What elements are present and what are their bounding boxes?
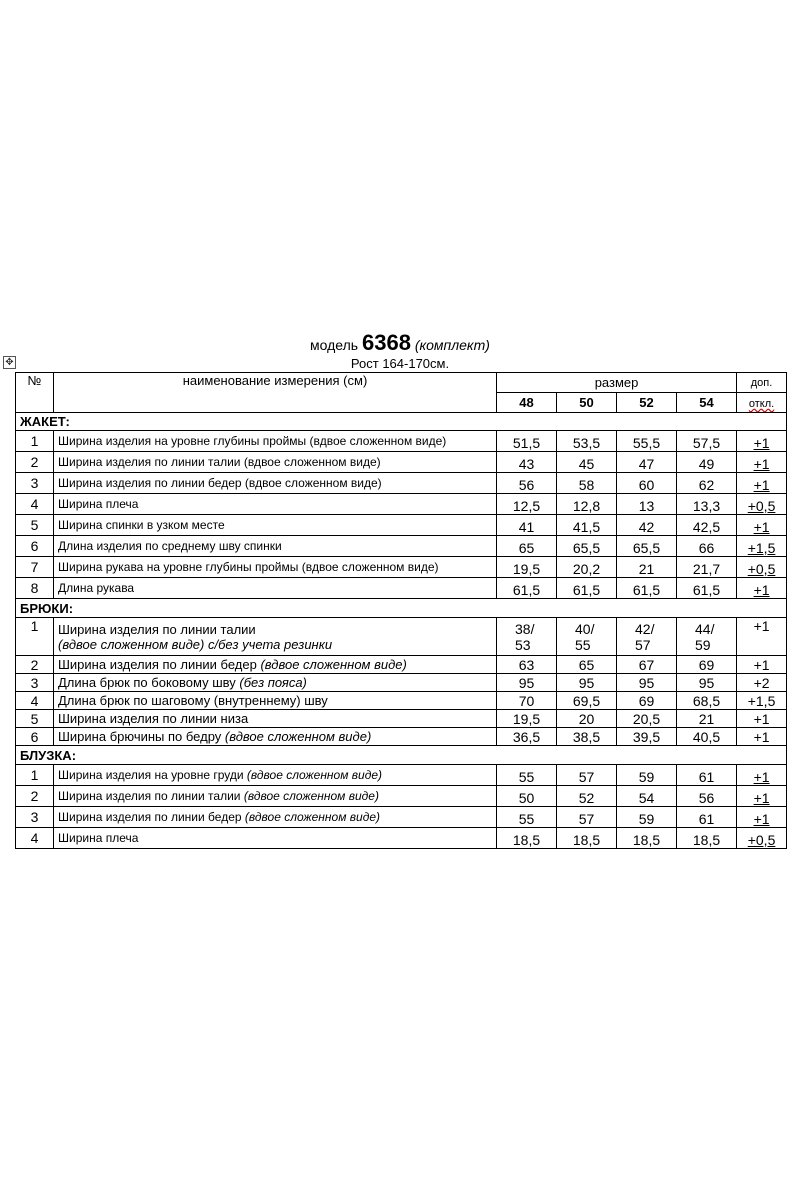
size-value: 95: [617, 674, 677, 692]
measurement-name: [54, 618, 497, 656]
measurements-table: [15, 372, 787, 849]
measurement-name-text: Длина брюк по шаговому (внутреннему) шву: [58, 693, 328, 708]
measurement-name-note: (вдвое сложенном виде): [260, 657, 407, 672]
row-number: 4: [16, 692, 54, 710]
table-row: [16, 515, 787, 536]
tolerance-value: +1: [753, 519, 770, 535]
measurement-name-text: Ширина изделия по линии бедер: [58, 657, 257, 672]
tolerance-cell: [737, 765, 787, 786]
size-value: [557, 618, 617, 656]
tolerance-cell: [737, 828, 787, 849]
size-value: 66: [677, 536, 737, 557]
measurement-name-text: Длина брюк по боковому шву: [58, 675, 236, 690]
measurement-name-text: Ширина изделия по линии низа: [58, 711, 249, 726]
measurement-name-extra: (вдвое сложенном виде) с/без учета резинки: [58, 636, 333, 652]
size-value: 51,5: [497, 431, 557, 452]
header-row: [16, 373, 787, 393]
height-subtitle: Рост 164-170см.: [350, 356, 450, 371]
row-number: 1: [16, 765, 54, 786]
size-value: [677, 618, 737, 656]
size-value: 19,5: [497, 557, 557, 578]
measurement-name-text: Длина рукава: [58, 581, 135, 595]
tolerance-value: +1: [753, 618, 770, 634]
size-value: 54: [617, 786, 677, 807]
size-value: 65: [497, 536, 557, 557]
size-value-bottom: 57: [635, 636, 651, 653]
measurement-name: [54, 515, 497, 536]
size-value: 61,5: [617, 578, 677, 599]
size-value: 36,5: [497, 728, 557, 746]
size-value: 57: [557, 807, 617, 828]
size-value: 55: [497, 765, 557, 786]
size-value: 41,5: [557, 515, 617, 536]
size-value-bottom: 55: [575, 636, 591, 653]
size-value: 95: [677, 674, 737, 692]
table-row: [16, 431, 787, 452]
size-value-top: 40/: [575, 620, 595, 637]
measurement-name-text: Ширина изделия по линии бедер (вдвое сложенном виде): [58, 476, 382, 490]
row-number: 7: [16, 557, 54, 578]
row-number: 5: [16, 710, 54, 728]
size-value: 42: [617, 515, 677, 536]
size-value: 21: [617, 557, 677, 578]
row-number: 6: [16, 728, 54, 746]
measurement-name-note: (вдвое сложенном виде): [246, 768, 383, 782]
measurement-name-text: Ширина изделия на уровне груди: [58, 768, 244, 782]
measurement-name: [54, 494, 497, 515]
table-row: [16, 536, 787, 557]
model-prefix: модель: [310, 337, 359, 353]
tolerance-cell: [737, 728, 787, 746]
size-value: 12,5: [497, 494, 557, 515]
measurement-name: [54, 710, 497, 728]
size-value: 19,5: [497, 710, 557, 728]
size-value: 61,5: [677, 578, 737, 599]
size-48: 48: [497, 393, 557, 413]
measurement-name: [54, 431, 497, 452]
table-row: [16, 494, 787, 515]
size-value: 95: [557, 674, 617, 692]
tolerance-cell: [737, 578, 787, 599]
row-number: 3: [16, 473, 54, 494]
table-row: [16, 618, 787, 656]
size-54: 54: [677, 393, 737, 413]
size-value: 61,5: [497, 578, 557, 599]
size-value-top: 42/: [635, 620, 655, 637]
measurement-name-text: Ширина изделия на уровне глубины проймы (вдвое сложенном виде): [58, 434, 447, 448]
size-value: 40,5: [677, 728, 737, 746]
col-size-header: размер: [497, 373, 737, 393]
tolerance-value: +1: [753, 811, 770, 827]
measurement-name: [54, 807, 497, 828]
measurement-name-text: Ширина изделия по линии талии (вдвое сложенном виде): [58, 455, 381, 469]
measurement-name: [54, 452, 497, 473]
size-52: 52: [617, 393, 677, 413]
tolerance-value: +0,5: [747, 561, 776, 577]
size-value: 65,5: [557, 536, 617, 557]
size-value: 61: [677, 807, 737, 828]
measurement-name-note: (вдвое сложенном виде): [224, 729, 372, 744]
measurement-name: [54, 828, 497, 849]
size-value: 56: [497, 473, 557, 494]
tolerance-cell: [737, 494, 787, 515]
size-value: 69,5: [557, 692, 617, 710]
size-value: 61: [677, 765, 737, 786]
size-value: 53,5: [557, 431, 617, 452]
size-value: 18,5: [557, 828, 617, 849]
measurement-name-note: (без пояса): [239, 675, 307, 690]
measurement-name-text: Длина изделия по среднему шву спинки: [58, 539, 282, 553]
size-value: 18,5: [497, 828, 557, 849]
tolerance-cell: [737, 557, 787, 578]
tolerance-cell: [737, 674, 787, 692]
table-row: [16, 786, 787, 807]
section-title: БЛУЗКА:: [16, 746, 787, 765]
measurement-name: [54, 473, 497, 494]
tolerance-cell: [737, 618, 787, 656]
row-number: 4: [16, 828, 54, 849]
size-value: 63: [497, 656, 557, 674]
tolerance-value: +1: [753, 728, 770, 745]
tolerance-value: +1: [753, 790, 770, 806]
section-title: БРЮКИ:: [16, 599, 787, 618]
size-value: 49: [677, 452, 737, 473]
size-value: 56: [677, 786, 737, 807]
size-value: 60: [617, 473, 677, 494]
table-row: [16, 807, 787, 828]
size-value: 65,5: [617, 536, 677, 557]
size-value: 12,8: [557, 494, 617, 515]
size-value: 18,5: [677, 828, 737, 849]
size-value: 58: [557, 473, 617, 494]
tolerance-value: +1: [753, 477, 770, 493]
col-tol-header: доп.: [737, 373, 787, 393]
table-row: [16, 452, 787, 473]
col-no-header: №: [16, 373, 54, 413]
size-value: 42,5: [677, 515, 737, 536]
size-value: 59: [617, 765, 677, 786]
size-value: 45: [557, 452, 617, 473]
row-number: 5: [16, 515, 54, 536]
tolerance-value: +1: [753, 710, 770, 727]
section-title: ЖАКЕТ:: [16, 413, 787, 431]
table-row: [16, 728, 787, 746]
tolerance-cell: [737, 786, 787, 807]
tolerance-value: +0,5: [747, 498, 776, 514]
measurement-name-text: Ширина плеча: [58, 497, 139, 511]
tolerance-value: +1,5: [747, 692, 776, 709]
size-value: 39,5: [617, 728, 677, 746]
tolerance-value: +1: [753, 656, 770, 673]
size-value: 65: [557, 656, 617, 674]
size-value: 13,3: [677, 494, 737, 515]
size-value: 62: [677, 473, 737, 494]
tolerance-cell: [737, 807, 787, 828]
size-value: 41: [497, 515, 557, 536]
measurement-name: [54, 557, 497, 578]
row-number: 2: [16, 786, 54, 807]
col-tol-header-bottom: откл.: [748, 398, 775, 410]
measurement-name: [54, 536, 497, 557]
size-value: 13: [617, 494, 677, 515]
measurement-name-note: (вдвое сложенном виде): [243, 789, 379, 803]
table-row: [16, 710, 787, 728]
table-row: [16, 656, 787, 674]
measurement-name: [54, 786, 497, 807]
tolerance-cell: [737, 431, 787, 452]
tolerance-value: +0,5: [747, 832, 776, 848]
measurement-name: [54, 656, 497, 674]
size-value: 20,2: [557, 557, 617, 578]
section-row: [16, 599, 787, 618]
tolerance-value: +2: [753, 674, 770, 691]
size-value-bottom: 59: [695, 636, 711, 653]
size-value: 61,5: [557, 578, 617, 599]
section-row: [16, 413, 787, 431]
measurement-name-text: Ширина брючины по бедру: [58, 729, 222, 744]
tolerance-value: +1: [753, 456, 770, 472]
size-value: 18,5: [617, 828, 677, 849]
measurement-name-text: Ширина спинки в узком месте: [58, 518, 225, 532]
size-value: 68,5: [677, 692, 737, 710]
table-row: [16, 692, 787, 710]
size-value: 69: [677, 656, 737, 674]
model-note: (комплект): [414, 337, 490, 353]
row-number: 1: [16, 431, 54, 452]
tolerance-cell: [737, 692, 787, 710]
measurement-name-text: Ширина рукава на уровне глубины проймы (вдвое сложенном виде): [58, 560, 439, 574]
measurement-name: [54, 674, 497, 692]
size-value: 52: [557, 786, 617, 807]
size-value-bottom: 53: [515, 636, 531, 653]
tolerance-value: +1: [753, 582, 770, 598]
size-value-top: 38/: [515, 620, 535, 637]
measurement-name-text: Ширина изделия по линии талии: [58, 789, 241, 803]
row-number: 3: [16, 674, 54, 692]
row-number: 2: [16, 656, 54, 674]
table-row: [16, 578, 787, 599]
size-value-top: 44/: [695, 620, 715, 637]
table-move-handle-icon[interactable]: ✥: [3, 356, 16, 369]
table-row: [16, 473, 787, 494]
tolerance-value: +1: [753, 435, 770, 451]
tolerance-value: +1,5: [747, 540, 776, 556]
row-number: 4: [16, 494, 54, 515]
size-value: 57: [557, 765, 617, 786]
size-value: [617, 618, 677, 656]
col-name-header: наименование измерения (см): [54, 373, 497, 413]
size-value: 55: [497, 807, 557, 828]
size-value: 21: [677, 710, 737, 728]
size-value: 20,5: [617, 710, 677, 728]
row-number: 3: [16, 807, 54, 828]
size-value: 69: [617, 692, 677, 710]
size-value: 43: [497, 452, 557, 473]
table-row: [16, 557, 787, 578]
size-value: 67: [617, 656, 677, 674]
tolerance-cell: [737, 452, 787, 473]
size-value: 59: [617, 807, 677, 828]
tolerance-cell: [737, 515, 787, 536]
tolerance-cell: [737, 710, 787, 728]
size-value: 95: [497, 674, 557, 692]
page-title: [0, 330, 800, 356]
size-value: 55,5: [617, 431, 677, 452]
size-value: 38,5: [557, 728, 617, 746]
table-row: [16, 828, 787, 849]
size-value: 57,5: [677, 431, 737, 452]
model-number: 6368: [361, 330, 411, 355]
size-value: 50: [497, 786, 557, 807]
size-value: 47: [617, 452, 677, 473]
size-value: 70: [497, 692, 557, 710]
tolerance-cell: [737, 536, 787, 557]
table-row: [16, 674, 787, 692]
measurement-name: [54, 765, 497, 786]
row-number: 2: [16, 452, 54, 473]
tolerance-cell: [737, 473, 787, 494]
size-value: 21,7: [677, 557, 737, 578]
size-50: 50: [557, 393, 617, 413]
measurement-name: [54, 578, 497, 599]
section-row: [16, 746, 787, 765]
size-value: 20: [557, 710, 617, 728]
measurement-name: [54, 692, 497, 710]
tolerance-cell: [737, 656, 787, 674]
size-value: [497, 618, 557, 656]
measurement-name-note: (вдвое сложенном виде): [244, 810, 380, 824]
tolerance-value: +1: [753, 769, 770, 785]
measurement-name-text: Ширина плеча: [58, 831, 139, 845]
measurement-name-text: Ширина изделия по линии талии: [58, 621, 256, 637]
row-number: 8: [16, 578, 54, 599]
table-row: [16, 765, 787, 786]
measurement-name: [54, 728, 497, 746]
measurement-name-text: Ширина изделия по линии бедер: [58, 810, 242, 824]
row-number: 6: [16, 536, 54, 557]
row-number: 1: [16, 618, 54, 656]
